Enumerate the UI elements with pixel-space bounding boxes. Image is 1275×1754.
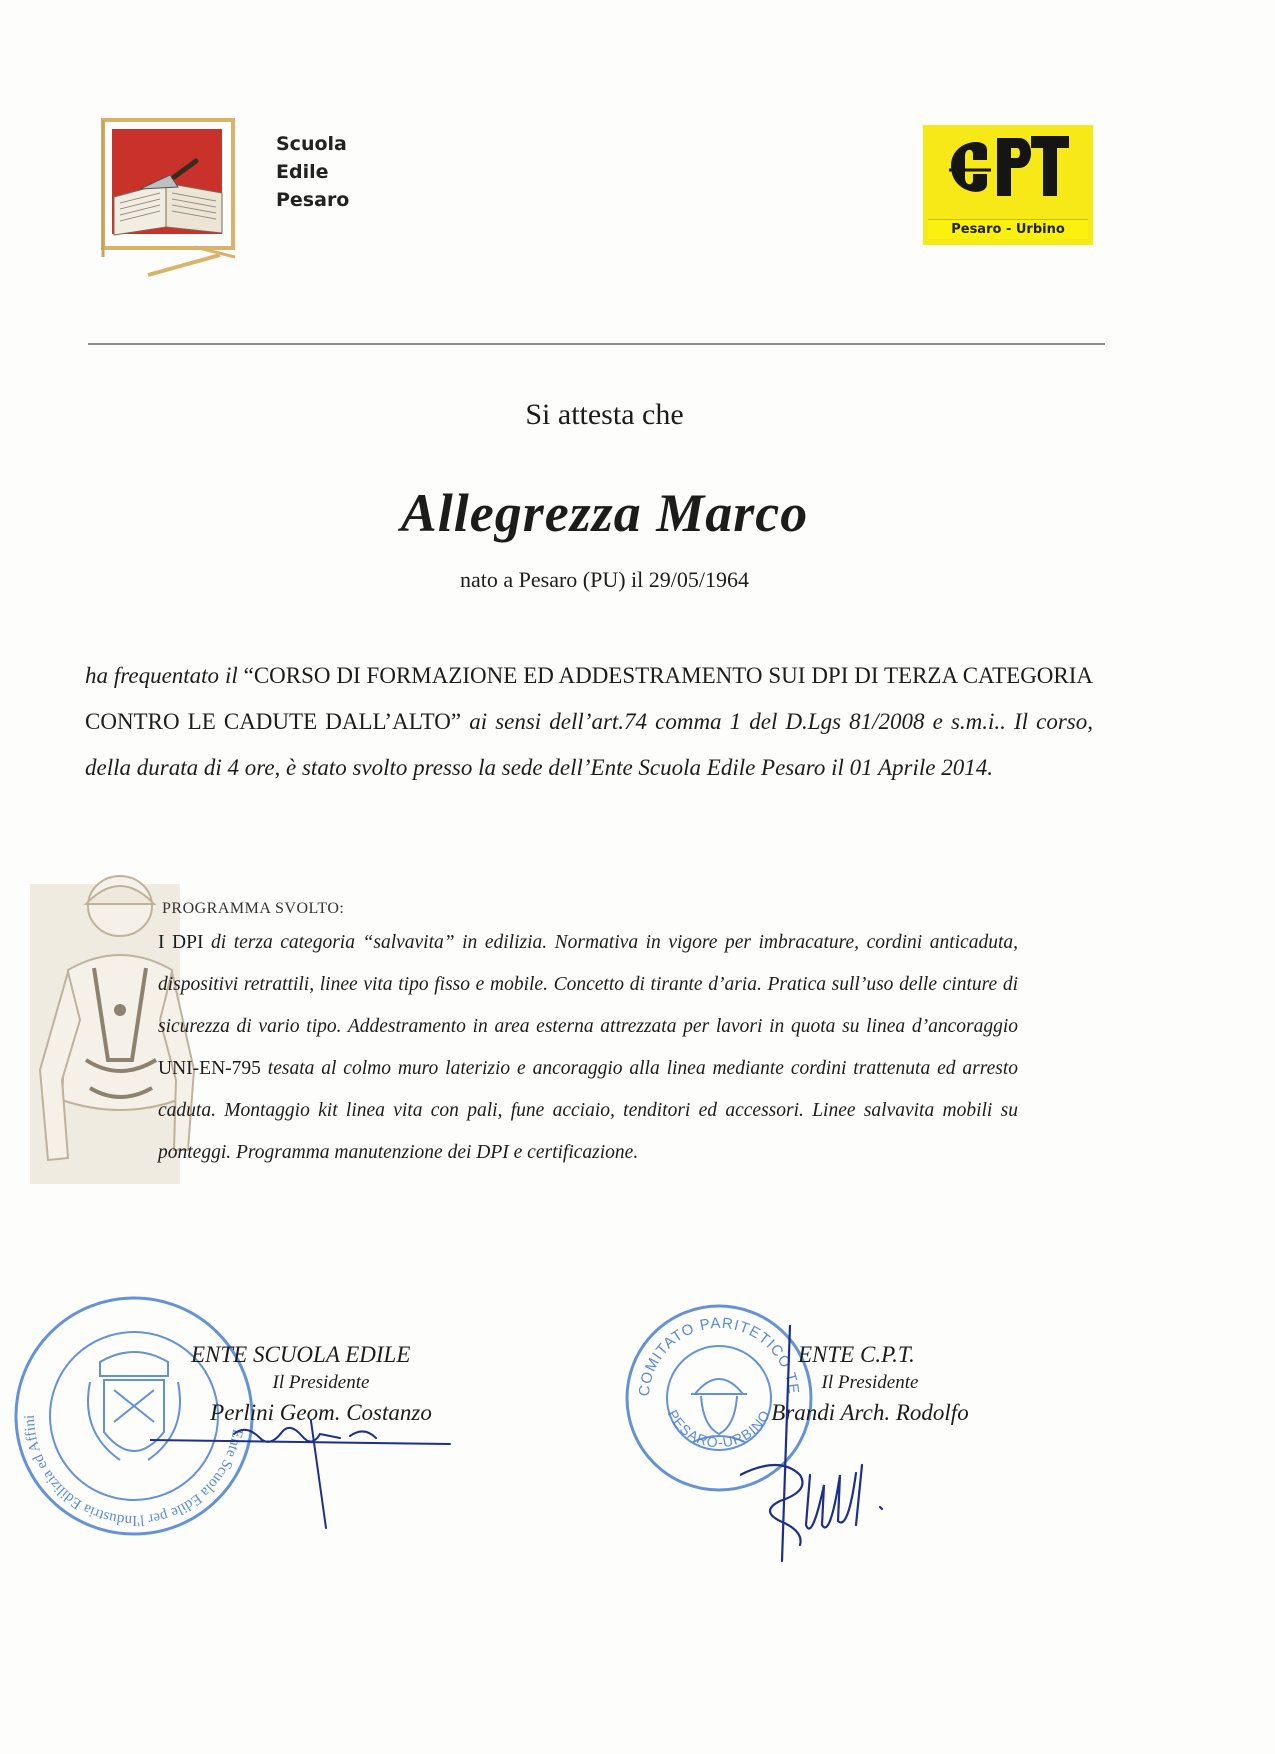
course-statement bbox=[85, 653, 1093, 791]
signature-block-scuola-edile bbox=[186, 1342, 456, 1426]
school-name-line: Scuola bbox=[276, 133, 347, 155]
cpt-helmet-logo-mark bbox=[947, 130, 1071, 202]
right-stamp-bottom-text: PESARO-URBINO bbox=[664, 1406, 774, 1451]
school-name-line: Edile bbox=[276, 161, 329, 183]
signatory-org: ENTE C.P.T. bbox=[798, 1342, 915, 1367]
handwritten-signature-left bbox=[150, 1420, 490, 1530]
statement-legal-ref: ai sensi dell’art.74 comma 1 del D.Lgs 81/2008 e s.m.i.. Il corso, della durata di 4 ore, è stato svolto presso la sede dell’Ente Scuola Edile Pesaro il 01 Aprile 2014. bbox=[85, 709, 1094, 780]
course-title: “CORSO DI FORMAZIONE ED ADDESTRAMENTO SUI DPI DI TERZA CATEGORIA CONTRO LE CADUTE DALL’ALTO” bbox=[85, 663, 1094, 734]
school-name-line: Pesaro bbox=[276, 189, 350, 211]
holder-name: Allegrezza Marco bbox=[400, 483, 809, 543]
signatory-role: Il Presidente bbox=[821, 1372, 919, 1393]
school-name bbox=[276, 130, 349, 214]
attest-heading: Si attesta che bbox=[525, 398, 684, 431]
header-divider bbox=[88, 343, 1105, 345]
statement-intro: ha frequentato il bbox=[85, 663, 238, 688]
birth-info: nato a Pesaro (PU) il 29/05/1964 bbox=[459, 567, 750, 592]
program-body: di terza categoria “salvavita” in edilizia. Normativa in vigore per imbracature, cordini anticaduta, dispositivi retrattili, linee vita tipo fisso e mobile. Concetto di tirante d’aria. Pratica sull’uso delle cinture di sicurezza di vario tipo. Addestramento in area esterna attrezzata per lavori in quota su linea d’ancoraggio bbox=[158, 932, 1018, 1037]
signatory-name: Brandi Arch. Rodolfo bbox=[771, 1400, 969, 1425]
program-standard: UNI-EN-795 bbox=[158, 1058, 261, 1079]
right-stamp-text: COMITATO PARITETICO TE bbox=[635, 1314, 803, 1397]
signatory-role: Il Presidente bbox=[272, 1372, 370, 1393]
handwritten-signature-right bbox=[740, 1325, 940, 1565]
cpt-region: Pesaro - Urbino bbox=[928, 219, 1088, 239]
signatory-name: Perlini Geom. Costanzo bbox=[210, 1400, 432, 1425]
left-stamp-text: Ente Scuola Edile per l'Industria Edilizia ed Affini bbox=[21, 1414, 246, 1529]
cpt-logo bbox=[923, 125, 1093, 245]
program-heading: PROGRAMMA SVOLTO: bbox=[162, 900, 345, 917]
program-body-end: tesata al colmo muro laterizio e ancoraggio alla linea mediante cordini trattenuta ed arresto caduta. Montaggio kit linea vita con pali, fune acciaio, tenditori ed accessori. Linee salvavita mobili su ponteggi. Programma manutenzione dei DPI e certificazione. bbox=[158, 1058, 1019, 1163]
signatory-org: ENTE SCUOLA EDILE bbox=[191, 1342, 411, 1367]
scuola-edile-logo bbox=[100, 117, 240, 282]
program-lead: I DPI bbox=[158, 932, 204, 953]
program-text bbox=[158, 922, 1018, 1174]
